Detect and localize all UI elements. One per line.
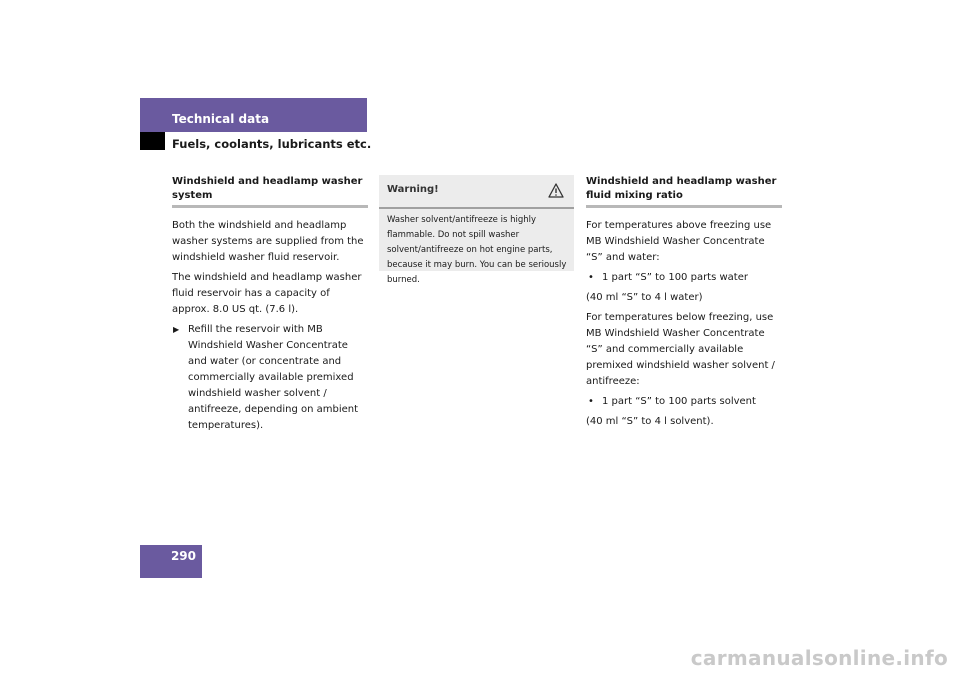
mixing-bullet-2 [586, 394, 782, 410]
bullet-dot-icon: • [588, 272, 594, 283]
left-column [172, 175, 368, 438]
warning-box [379, 175, 574, 285]
page-number: 290 [170, 549, 196, 563]
bullet-dot-icon: • [588, 396, 594, 407]
mixing-bullet-1-text: 1 part “S” to 100 parts water [602, 272, 748, 283]
washer-system-paragraph-1: Both the windshield and headlamp washer systems are supplied from the windshield washer fluid reservoir. [172, 220, 364, 263]
mixing-bullet-2-text: 1 part “S” to 100 parts solvent [602, 396, 756, 407]
mixing-paragraph-2: (40 ml “S” to 4 l water) [586, 292, 703, 303]
mixing-ratio-heading: Windshield and headlamp washer fluid mixing ratio [586, 175, 782, 208]
refill-instruction-text: Refill the reservoir with MB Windshield Washer Concentrate and water (or concentrate and commercially available premixed windshield washer solvent / antifreeze, depending on ambient temperatures). [188, 324, 359, 431]
header-tab-marker [140, 132, 165, 150]
warning-divider [379, 207, 574, 209]
warning-triangle-icon [548, 183, 564, 198]
refill-instruction-step [172, 322, 368, 434]
section-subtitle: Fuels, coolants, lubricants etc. [172, 137, 372, 151]
section-title: Technical data [172, 112, 270, 126]
washer-system-heading: Windshield and headlamp washer system [172, 175, 368, 208]
step-arrow-icon: ▶ [173, 325, 180, 334]
right-column [586, 175, 782, 434]
warning-text: Washer solvent/antifreeze is highly flammable. Do not spill washer solvent/antifreeze on hot engine parts, because it may burn. You can be seriously burned. [387, 215, 567, 285]
mixing-bullet-1 [586, 270, 782, 286]
watermark: carmanualsonline.info [690, 646, 948, 670]
mixing-paragraph-1: For temperatures above freezing use MB Windshield Washer Concentrate “S” and water: [586, 220, 772, 263]
warning-title: Warning! [387, 184, 439, 195]
mixing-paragraph-4: (40 ml “S” to 4 l solvent). [586, 416, 714, 427]
mixing-paragraph-3: For temperatures below freezing, use MB Windshield Washer Concentrate “S” and commercially available premixed windshield washer solvent / antifreeze: [586, 312, 775, 387]
page-number-box [140, 545, 202, 578]
washer-system-paragraph-2: The windshield and headlamp washer fluid reservoir has a capacity of approx. 8.0 US qt. (7.6 l). [172, 272, 362, 315]
